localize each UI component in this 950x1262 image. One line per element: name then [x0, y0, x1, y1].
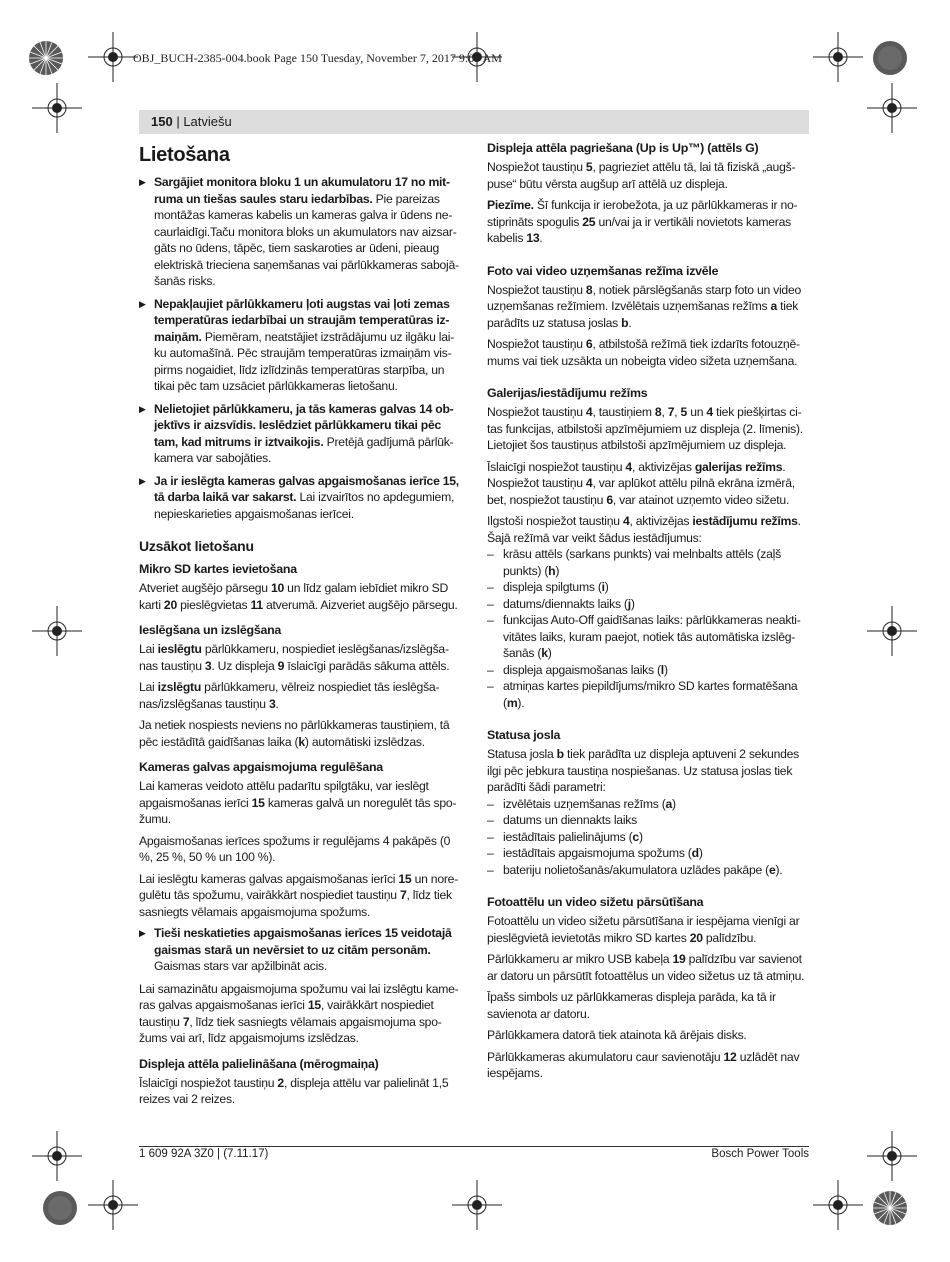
heading-gallery-settings: Galerijas/iestādījumu režīms [487, 386, 648, 400]
header-language: Latviešu [183, 114, 232, 129]
paragraph-transfer-3: Īpašs simbols uz pārlūkkameras displeja parāda, ka tā ir savienota ar datoru. [487, 990, 776, 1021]
right-column [487, 140, 809, 1087]
section-title-usage: Lietošana [139, 144, 230, 166]
crosshair-mark-bottom-left [88, 1180, 138, 1230]
paragraph-transfer-1: Fotoattēlu un video sižetu pārsūtīšana ir iespējama vienīgi ar pieslēgvietā ievietotās mikro SD kartes 20 palīdzību. [487, 914, 800, 945]
file-info-line: OBJ_BUCH-2385-004.book Page 150 Tuesday, November 7, 2017 9:09 AM [133, 51, 502, 65]
footer-doc-number: 1 609 92A 3Z0 | (7.11.17) [139, 1148, 269, 1160]
crosshair-mark-top-left [88, 32, 138, 82]
crosshair-mark-bottom-center [452, 1180, 502, 1230]
heading-status-bar: Statusa josla [487, 728, 561, 742]
list-item: – funkcijas Auto-Off gaidīšanas laiks: pārlūkkameras neaktivitātes laiks, kuram paejot, notiek tās automātiska izslēgšanās (k) [487, 612, 809, 662]
heading-light-control: Kameras galvas apgaismojuma regulēšana [139, 760, 383, 774]
registration-mark-bottom-right [860, 1178, 920, 1238]
list-item: – datums un diennakts laiks [487, 812, 809, 829]
crosshair-mark-right-middle [867, 606, 917, 656]
paragraph-light-2: Apgaismošanas ierīces spožums ir regulējams 4 pakāpēs (0 %, 25 %, 50 % un 100 %). [139, 833, 451, 864]
paragraph-transfer-2: Pārlūkkameru ar mikro USB kabeļa 19 palīdzību var savienot ar datoru un pārsūtīt fotoattēlus un video sižetus uz tā atmiņu. [487, 952, 805, 983]
list-item: – izvēlētais uzņemšanas režīms (a) [487, 796, 809, 813]
footer-rule [139, 1146, 809, 1147]
paragraph-transfer-5: Pārlūkkameras akumulatoru caur savienotāju 12 uzlādēt nav iespējams. [487, 1049, 800, 1080]
paragraph-switch-off: Lai izslēgtu pārlūkkameru, vēlreiz nospiediet tās ieslēgšanas/izslēgšanas taustiņu 3. [139, 680, 440, 711]
list-item: – iestādītais apgaismojuma spožums (d) [487, 845, 809, 862]
list-item: – datums/diennakts laiks (j) [487, 596, 809, 613]
paragraph-rotation-1: Nospiežot taustiņu 5, pagrieziet attēlu tā, lai tā fiziskā „augšpuse“ būtu vērsta augšup arī attēlā uz displeja. [487, 160, 796, 191]
heading-transfer: Fotoattēlu un video sižetu pārsūtīšana [487, 895, 704, 909]
paragraph-switch-on: Lai ieslēgtu pārlūkkameru, nospiediet ieslēgšanas/izslēgšanas taustiņu 3. Uz displeja 9 īslaicīgi parādās sākuma attēls. [139, 642, 450, 673]
list-item: – displeja spilgtums (i) [487, 579, 809, 596]
left-column [139, 140, 461, 1113]
paragraph-light-3: Lai ieslēgtu kameras galvas apgaismošanas ierīci 15 un noregulētu tās spožumu, vairākkārt nospiediet taustiņu 7, līdz tiek sasniegts vēlamais apgaismojuma spožums. [139, 871, 459, 919]
paragraph-zoom: Īslaicīgi nospiežot taustiņu 2, displeja attēlu var palielināt 1,5 reizes vai 2 reizes. [139, 1075, 449, 1106]
paragraph-status: Statusa josla b tiek parādīta uz displeja aptuveni 2 sekundes ilgi pēc jebkura taustiņa nospiešanas. Uz statusa joslas tiek parādīti šādi parametri: [487, 747, 799, 794]
heading-rotation: Displeja attēla pagriešana (Up is Up™) (attēls G) [487, 141, 759, 155]
paragraph-rotation-note: Piezīme. Šī funkcija ir ierobežota, ja uz pārlūkkameras ir nostiprināts spogulis 25 un/vai ja ir vertikāli novietots kameras kabelis 13. [487, 198, 798, 245]
paragraph-transfer-4: Pārlūkkamera datorā tiek atainota kā ārējais disks. [487, 1028, 747, 1042]
list-item: – bateriju nolietošanās/akumulatora uzlādes pakāpe (e). [487, 862, 809, 879]
crosshair-mark-right-lower [867, 1131, 917, 1181]
heading-zoom: Displeja attēla palielināšana (mērogmaiņa) [139, 1056, 379, 1071]
heading-on-off: Ieslēgšana un izslēgšana [139, 623, 282, 637]
heading-starting-operation: Uzsākot lietošanu [139, 538, 254, 554]
paragraph-light-1: Lai kameras veidoto attēlu padarītu spilgtāku, var ieslēgt apgaismošanas ierīci 15 kameras galvā un noregulēt tās spožumu. [139, 779, 457, 826]
paragraph-gallery-2: Īslaicīgi nospiežot taustiņu 4, aktivizējas galerijas režīms. Nospiežot taustiņu 4, var aplūkot attēlu pilnā ekrāna izmērā, bet, nospiežot taustiņu 6, var atainot uzņemto video sižetu. [487, 459, 795, 507]
warning-bullet-light-beam: ▶ Tieši neskatieties apgaismošanas ierīces 15 veidotajā gaismas starā un nevērsiet to uz citām personām. Gaismas stars var apžilbināt acis. [139, 925, 461, 975]
warning-bullet-hot-light: ▶ Ja ir ieslēgta kameras galvas apgaismošanas ierīce 15, tā darba laikā var sakarst. Lai izvairītos no apdegumiem, nepieskarieties apgaismošanas ierīcei. [139, 473, 461, 523]
crosshair-mark-left-lower [32, 1131, 82, 1181]
list-item: – iestādītais palielinājums (c) [487, 829, 809, 846]
crosshair-mark-bottom-right [813, 1180, 863, 1230]
paragraph-gallery-3: Ilgstoši nospiežot taustiņu 4, aktivizējas iestādījumu režīms. Šajā režīmā var veikt šādus iestādījumus: [487, 514, 801, 545]
paragraph-sd-card: Atveriet augšējo pārsegu 10 un līdz galam iebīdiet mikro SD karti 20 pieslēgvietas 11 atverumā. Aizveriet augšējo pārsegu. [139, 581, 458, 612]
registration-mark-top-right [860, 28, 920, 88]
warning-bullet-temperature: ▶ Nepakļaujiet pārlūkkameru ļoti augstas vai ļoti zemas temperatūras iedarbībai un straujām temperatūras izmaiņām. Piemēram, neatstājiet izstrādājumu uz ilgāku laiku automašīnā. Pēc straujām temperatūras izmaiņām vispirms nogaidiet, līdz izlīdzinās temperatūras starpība, un tikai pēc tam uzsāciet pārlūkkameras lietošanu. [139, 296, 461, 395]
settings-list [487, 546, 809, 711]
heading-sd-card: Mikro SD kartes ievietošana [139, 562, 297, 576]
registration-mark-top-left [16, 28, 76, 88]
list-item: – displeja apgaismošanas laiks (l) [487, 662, 809, 679]
registration-mark-bottom-left [30, 1178, 90, 1238]
paragraph-auto-off: Ja netiek nospiests neviens no pārlūkkameras taustiņiem, tā pēc iestādītā gaidīšanas laika (k) automātiski izslēdzas. [139, 718, 450, 749]
paragraph-gallery-1: Nospiežot taustiņu 4, taustiņiem 8, 7, 5 un 4 tiek piešķirtas citas funkcijas, atbilstoši apzīmējumiem uz displeja (2. līmenis). Lietojiet šos taustiņus atbilstoši apzīmējumiem uz displeja. [487, 405, 803, 452]
status-list [487, 796, 809, 879]
crosshair-mark-top-right [813, 32, 863, 82]
crosshair-mark-right-upper [867, 83, 917, 133]
crosshair-mark-left-middle [32, 606, 82, 656]
paragraph-light-4: Lai samazinātu apgaismojuma spožumu vai lai izslēgtu kameras galvas apgaismošanas ierīci 15, vairākkārt nospiediet taustiņu 7, līdz tiek sasniegts vēlamais apgaismojuma spožums vai arī, līdz apgaismojums izslēdzas. [139, 981, 459, 1045]
page-header: 150 | Latviešu [151, 114, 232, 129]
list-item: – krāsu attēls (sarkans punkts) vai melnbalts attēls (zaļš punkts) (h) [487, 546, 809, 579]
warning-bullet-moisture: ▶ Sargājiet monitora bloku 1 un akumulatoru 17 no mitruma un tiešas saules staru iedarbības. Pie pareizas montāžas kameras kabelis un kameras galva ir ūdens necaurlaidīgi.Taču monitora bloks un akumulators nav aizsargāts no ūdens, tāpēc, tiem saskaroties ar ūdeni, pieaug elektriskā trieciena saņemšanas vai pārlūkkameras sabojāšanās risks. [139, 174, 461, 290]
list-item: – atmiņas kartes piepildījums/mikro SD kartes formatēšana (m). [487, 678, 809, 711]
heading-capture-mode: Foto vai video uzņemšanas režīma izvēle [487, 263, 719, 278]
paragraph-mode-1: Nospiežot taustiņu 8, notiek pārslēgšanās starp foto un video uzņemšanas režīmiem. Izvēlētais uzņemšanas režīms a tiek parādīts uz statusa joslas b. [487, 282, 802, 330]
footer-brand: Bosch Power Tools [711, 1148, 809, 1160]
paragraph-mode-2: Nospiežot taustiņu 6, atbilstošā režīmā tiek izdarīts fotouzņēmums vai tiek uzsākta un nobeigta video sižeta uzņemšana. [487, 337, 801, 368]
crosshair-mark-left-upper [32, 83, 82, 133]
warning-bullet-fogged-lens: ▶ Nelietojiet pārlūkkameru, ja tās kameras galvas 14 objektīvs ir aizsvīdis. Ieslēdziet pārlūkkameru tikai pēc tam, kad mitrums ir iztvaikojis. Pretējā gadījumā pārlūkkamera var sabojāties. [139, 401, 461, 467]
page-number: 150 [151, 114, 173, 129]
page-header-bar [139, 110, 809, 134]
